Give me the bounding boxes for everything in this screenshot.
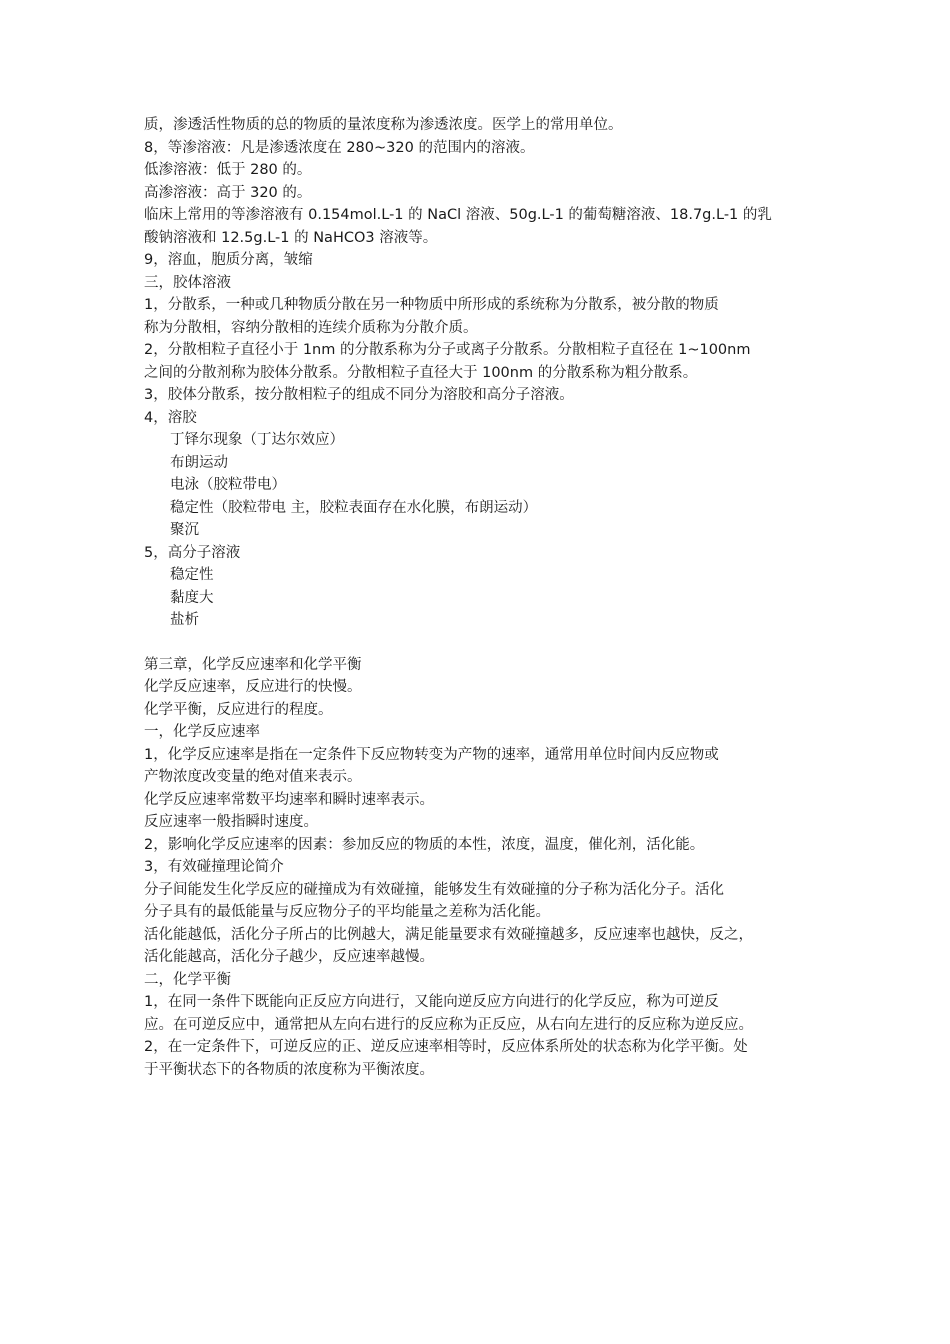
text-line: 5，高分子溶液 bbox=[144, 544, 241, 561]
text-line: 1，在同一条件下既能向正反应方向进行，又能向逆反应方向进行的化学反应，称为可逆反 bbox=[144, 994, 719, 1010]
text-line: 三，胶体溶液 bbox=[144, 274, 231, 291]
text-line: 应。在可逆反应中，通常把从左向右进行的反应称为正反应，从右向左进行的反应称为逆反应。 bbox=[144, 1016, 753, 1033]
text-line: 于平衡状态下的各物质的浓度称为平衡浓度。 bbox=[144, 1061, 434, 1078]
text-line: 一，化学反应速率 bbox=[144, 724, 260, 740]
text-line: 8，等渗溶液：凡是渗透浓度在 280~320 的范围内的溶液。 bbox=[144, 139, 535, 156]
text-line: 二，化学平衡 bbox=[144, 971, 231, 988]
text-line: 分子间能发生化学反应的碰撞成为有效碰撞，能够发生有效碰撞的分子称为活化分子。活化 bbox=[144, 881, 724, 898]
text-line: 产物浓度改变量的绝对值来表示。 bbox=[144, 769, 362, 785]
text-line: 2，影响化学反应速率的因素：参加反应的物质的本性，浓度，温度，催化剂，活化能。 bbox=[144, 836, 705, 853]
text-line: 酸钠溶液和 12.5g.L-1 的 NaHCO3 溶液等。 bbox=[144, 229, 438, 246]
text-line: 2，在一定条件下，可逆反应的正、逆反应速率相等时，反应体系所处的状态称为化学平衡。处 bbox=[144, 1039, 748, 1055]
text-line: 化学反应速率常数平均速率和瞬时速率表示。 bbox=[144, 791, 434, 808]
text-line: 稳定性 bbox=[170, 567, 214, 583]
text-line: 1，化学反应速率是指在一定条件下反应物转变为产物的速率，通常用单位时间内反应物或 bbox=[144, 746, 719, 763]
text-line: 4，溶胶 bbox=[144, 409, 197, 426]
document-page bbox=[144, 114, 824, 1081]
text-line: 3，胶体分散系，按分散相粒子的组成不同分为溶胶和高分子溶液。 bbox=[144, 387, 574, 403]
text-line: 化学平衡，反应进行的程度。 bbox=[144, 701, 333, 718]
text-line: 活化能越高，活化分子越少，反应速率越慢。 bbox=[144, 949, 434, 965]
text-line: 活化能越低，活化分子所占的比例越大，满足能量要求有效碰撞越多，反应速率也越快，反之， bbox=[144, 926, 753, 943]
text-line: 1，分散系，一种或几种物质分散在另一种物质中所形成的系统称为分散系，被分散的物质 bbox=[144, 297, 719, 313]
text-line: 化学反应速率，反应进行的快慢。 bbox=[144, 679, 362, 695]
text-line: 称为分散相，容纳分散相的连续介质称为分散介质。 bbox=[144, 319, 478, 336]
text-line: 盐析 bbox=[170, 612, 199, 628]
text-line: 聚沉 bbox=[170, 522, 199, 538]
text-line: 布朗运动 bbox=[170, 454, 228, 471]
text-line: 3，有效碰撞理论简介 bbox=[144, 859, 284, 875]
text-line: 质，渗透活性物质的总的物质的量浓度称为渗透浓度。医学上的常用单位。 bbox=[144, 117, 623, 133]
text-line: 第三章，化学反应速率和化学平衡 bbox=[144, 656, 362, 673]
text-line: 临床上常用的等渗溶液有 0.154mol.L-1 的 NaCl 溶液、50g.L-1 的葡萄糖溶液、18.7g.L-1 的乳 bbox=[144, 207, 772, 223]
text-line: 9，溶血，胞质分离，皱缩 bbox=[144, 252, 313, 268]
text-line: 低渗溶液：低于 280 的。 bbox=[144, 162, 312, 178]
text-line: 稳定性（胶粒带电 主，胶粒表面存在水化膜，布朗运动） bbox=[170, 499, 538, 516]
text-line: 高渗溶液：高于 320 的。 bbox=[144, 184, 312, 201]
text-line: 反应速率一般指瞬时速度。 bbox=[144, 814, 318, 830]
text-line: 电泳（胶粒带电） bbox=[170, 477, 286, 493]
text-line: 分子具有的最低能量与反应物分子的平均能量之差称为活化能。 bbox=[144, 904, 550, 920]
blank-line bbox=[144, 632, 824, 654]
text-line: 2，分散相粒子直径小于 1nm 的分散系称为分子或离子分散系。分散相粒子直径在 1~100nm bbox=[144, 342, 751, 358]
text-line: 黏度大 bbox=[170, 589, 214, 606]
text-line: 之间的分散剂称为胶体分散系。分散相粒子直径大于 100nm 的分散系称为粗分散系。 bbox=[144, 364, 698, 381]
text-line: 丁铎尔现象（丁达尔效应） bbox=[170, 432, 344, 448]
